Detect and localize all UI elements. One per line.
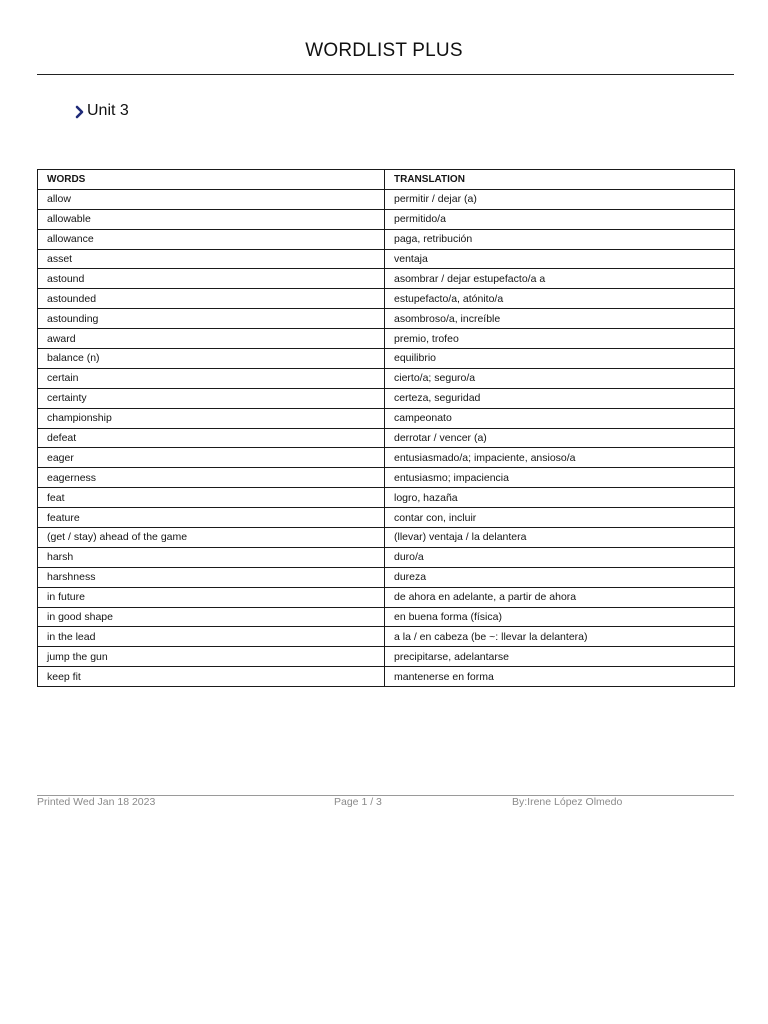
translation-cell: permitir / dejar (a) — [385, 189, 735, 209]
title-divider — [37, 74, 734, 75]
translation-cell: permitido/a — [385, 209, 735, 229]
table-row — [38, 647, 735, 667]
translation-cell: mantenerse en forma — [385, 667, 735, 687]
table-row — [38, 329, 735, 349]
translation-cell: a la / en cabeza (be ~: llevar la delantera) — [385, 627, 735, 647]
table-row — [38, 627, 735, 647]
translation-cell: estupefacto/a, atónito/a — [385, 289, 735, 309]
translation-cell: entusiasmado/a; impaciente, ansioso/a — [385, 448, 735, 468]
word-cell: eagerness — [38, 468, 385, 488]
translation-cell: campeonato — [385, 408, 735, 428]
word-cell: astounding — [38, 309, 385, 329]
word-cell: championship — [38, 408, 385, 428]
table-row — [38, 189, 735, 209]
table-row — [38, 209, 735, 229]
translation-cell: paga, retribución — [385, 229, 735, 249]
table-row — [38, 448, 735, 468]
word-cell: harshness — [38, 567, 385, 587]
translation-cell: derrotar / vencer (a) — [385, 428, 735, 448]
word-cell: astounded — [38, 289, 385, 309]
word-cell: certain — [38, 368, 385, 388]
word-cell: asset — [38, 249, 385, 269]
translation-cell: asombrar / dejar estupefacto/a a — [385, 269, 735, 289]
table-row — [38, 229, 735, 249]
column-header-translation: TRANSLATION — [385, 170, 735, 190]
table-row — [38, 428, 735, 448]
footer-author: By:Irene López Olmedo — [512, 796, 623, 808]
word-cell: in the lead — [38, 627, 385, 647]
word-cell: in future — [38, 587, 385, 607]
word-cell: in good shape — [38, 607, 385, 627]
translation-cell: (llevar) ventaja / la delantera — [385, 528, 735, 548]
word-cell: defeat — [38, 428, 385, 448]
table-row — [38, 547, 735, 567]
table-header-row — [38, 170, 735, 190]
translation-cell: certeza, seguridad — [385, 388, 735, 408]
word-cell: certainty — [38, 388, 385, 408]
word-cell: (get / stay) ahead of the game — [38, 528, 385, 548]
wordlist-table — [37, 169, 735, 687]
word-cell: feat — [38, 488, 385, 508]
word-cell: award — [38, 329, 385, 349]
table-row — [38, 269, 735, 289]
table-row — [38, 349, 735, 369]
chevron-right-icon — [74, 101, 87, 121]
unit-heading-label: Unit 3 — [87, 102, 129, 119]
table-row — [38, 289, 735, 309]
translation-cell: de ahora en adelante, a partir de ahora — [385, 587, 735, 607]
table-row — [38, 587, 735, 607]
translation-cell: duro/a — [385, 547, 735, 567]
translation-cell: logro, hazaña — [385, 488, 735, 508]
word-cell: harsh — [38, 547, 385, 567]
table-row — [38, 488, 735, 508]
footer-page-number: Page 1 / 3 — [334, 796, 382, 808]
table-row — [38, 408, 735, 428]
table-row — [38, 309, 735, 329]
translation-cell: ventaja — [385, 249, 735, 269]
table-row — [38, 368, 735, 388]
table-row — [38, 508, 735, 528]
unit-heading — [74, 100, 129, 122]
translation-cell: premio, trofeo — [385, 329, 735, 349]
translation-cell: cierto/a; seguro/a — [385, 368, 735, 388]
translation-cell: dureza — [385, 567, 735, 587]
word-cell: astound — [38, 269, 385, 289]
table-row — [38, 468, 735, 488]
page-title: WORDLIST PLUS — [305, 40, 463, 61]
footer-printed-date: Printed Wed Jan 18 2023 — [37, 796, 156, 808]
word-cell: eager — [38, 448, 385, 468]
translation-cell: precipitarse, adelantarse — [385, 647, 735, 667]
table-row — [38, 607, 735, 627]
word-cell: allowance — [38, 229, 385, 249]
word-cell: keep fit — [38, 667, 385, 687]
translation-cell: contar con, incluir — [385, 508, 735, 528]
word-cell: jump the gun — [38, 647, 385, 667]
word-cell: allowable — [38, 209, 385, 229]
word-cell: allow — [38, 189, 385, 209]
table-row — [38, 388, 735, 408]
table-body — [38, 189, 735, 686]
table-row — [38, 249, 735, 269]
word-cell: feature — [38, 508, 385, 528]
word-cell: balance (n) — [38, 349, 385, 369]
translation-cell: en buena forma (física) — [385, 607, 735, 627]
translation-cell: asombroso/a, increíble — [385, 309, 735, 329]
table-row — [38, 667, 735, 687]
table-row — [38, 567, 735, 587]
translation-cell: equilibrio — [385, 349, 735, 369]
table-row — [38, 528, 735, 548]
column-header-words: WORDS — [38, 170, 385, 190]
translation-cell: entusiasmo; impaciencia — [385, 468, 735, 488]
